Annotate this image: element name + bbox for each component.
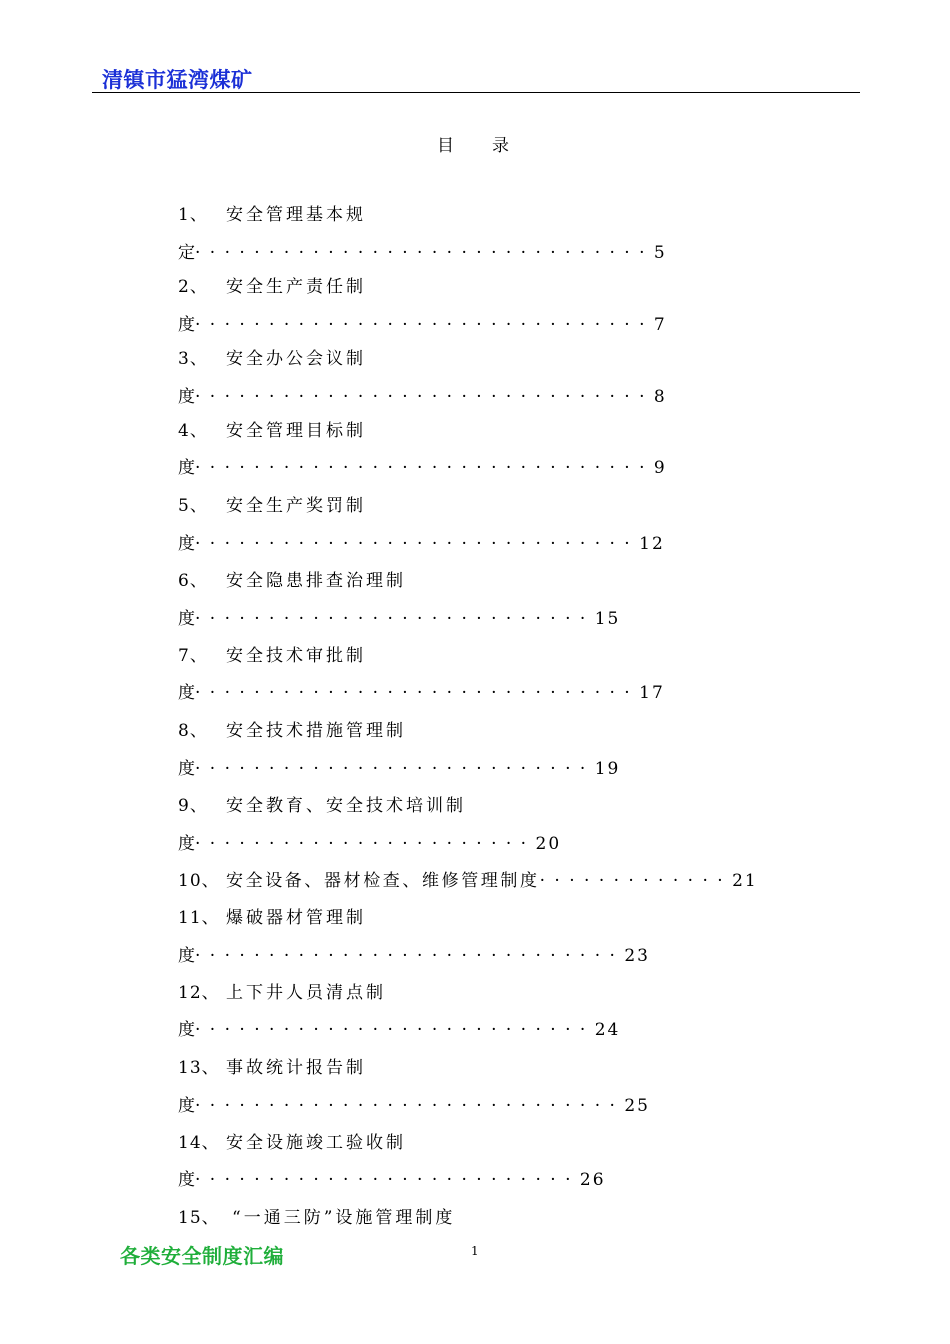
toc-entry-title: “一通三防”设施管理制度 [232,1208,456,1228]
toc-leader-dots: ············· [539,871,733,891]
toc-entry-number: 15、 [178,1208,220,1228]
toc-entry-cont: 度 [178,315,195,335]
toc-entry-cont: 度 [178,683,195,703]
toc-entry-number: 11、 [178,908,220,928]
toc-entry-number: 8、 [178,721,208,741]
toc-entry-title: 安全设备、器材检查、维修管理制度 [226,871,540,891]
toc-page-number: 17 [639,683,665,703]
toc-entry-number: 4、 [178,421,208,441]
toc-entry-title: 事故统计报告制 [226,1058,366,1078]
toc-page-number: 12 [639,534,665,554]
toc-leader-dots: ····························· [195,946,625,966]
toc-leader-dots: ······························· [195,387,654,407]
toc-entry-cont: 度 [178,387,195,407]
toc-entry-number: 5、 [178,496,208,516]
toc-entry-number: 12、 [178,983,220,1003]
toc-leader-dots: ······················· [195,834,536,854]
document-header-title: 清镇市猛湾煤矿 [102,68,253,92]
toc-entry-title: 安全技术措施管理制 [226,721,406,741]
toc-entry-title: 爆破器材管理制 [226,908,366,928]
toc-entry-title: 安全隐患排查治理制 [226,571,406,591]
toc-entry-cont: 度 [178,834,195,854]
toc-leader-dots: ·························· [195,1170,580,1190]
toc-page-number: 25 [624,1096,650,1116]
toc-leader-dots: ······························ [195,683,640,703]
header-rule [92,92,860,93]
toc-page-number: 20 [535,834,562,854]
toc-heading-left: 目 [437,136,454,156]
toc-entry-title: 安全管理基本规 [226,205,366,225]
toc-entry-title: 安全生产责任制 [226,277,366,297]
toc-entry-title: 安全生产奖罚制 [226,496,366,516]
toc-entry-cont: 定 [178,243,195,263]
toc-leader-dots: ······························· [195,458,654,478]
toc-entry-number: 10、 [178,871,220,891]
toc-leader-dots: ··························· [195,609,595,629]
toc-entry-number: 13、 [178,1058,220,1078]
toc-page-number: 8 [653,387,667,407]
toc-entry-cont: 度 [178,1170,195,1190]
toc-leader-dots: ··························· [195,759,595,779]
toc-entry-title: 安全教育、安全技术培训制 [226,796,466,816]
toc-entry-cont: 度 [178,1096,195,1116]
toc-entry-number: 1、 [178,205,208,225]
toc-entry-number: 7、 [178,646,208,666]
toc-entry-number: 3、 [178,349,208,369]
toc-heading [437,131,509,156]
toc-leader-dots: ······························ [195,534,640,554]
toc-entry-cont: 度 [178,1020,195,1040]
toc-entry-title: 安全管理目标制 [226,421,366,441]
toc-entry-cont: 度 [178,946,195,966]
toc-leader-dots: ··························· [195,1020,595,1040]
toc-page-number: 24 [594,1020,621,1040]
toc-heading-right: 录 [492,136,509,156]
toc-page-number: 5 [653,243,667,263]
toc-entry-title: 安全设施竣工验收制 [226,1133,406,1153]
page-number: 1 [471,1244,479,1258]
toc-page-number: 23 [624,946,650,966]
toc-entry-title: 安全技术审批制 [226,646,366,666]
toc-entry-number: 2、 [178,277,208,297]
toc-entry-title: 安全办公会议制 [226,349,366,369]
toc-entry-number: 6、 [178,571,208,591]
toc-entry-cont: 度 [178,534,195,554]
footer-title: 各类安全制度汇编 [120,1244,284,1268]
toc-entry-cont: 度 [178,458,195,478]
toc-entry-cont: 度 [178,609,195,629]
toc-entry-title: 上下井人员清点制 [226,983,386,1003]
toc-page-number: 19 [594,759,621,779]
toc-entry-number: 9、 [178,796,208,816]
toc-leader-dots: ····························· [195,1096,625,1116]
toc-leader-dots: ······························· [195,243,654,263]
toc-page-number: 15 [594,609,621,629]
toc-entry-number: 14、 [178,1133,220,1153]
toc-page-number: 26 [579,1170,606,1190]
toc-page-number: 7 [653,315,667,335]
toc-page-number: 21 [732,871,758,891]
toc-page-number: 9 [653,458,667,478]
toc-leader-dots: ······························· [195,315,654,335]
toc-entry-cont: 度 [178,759,195,779]
